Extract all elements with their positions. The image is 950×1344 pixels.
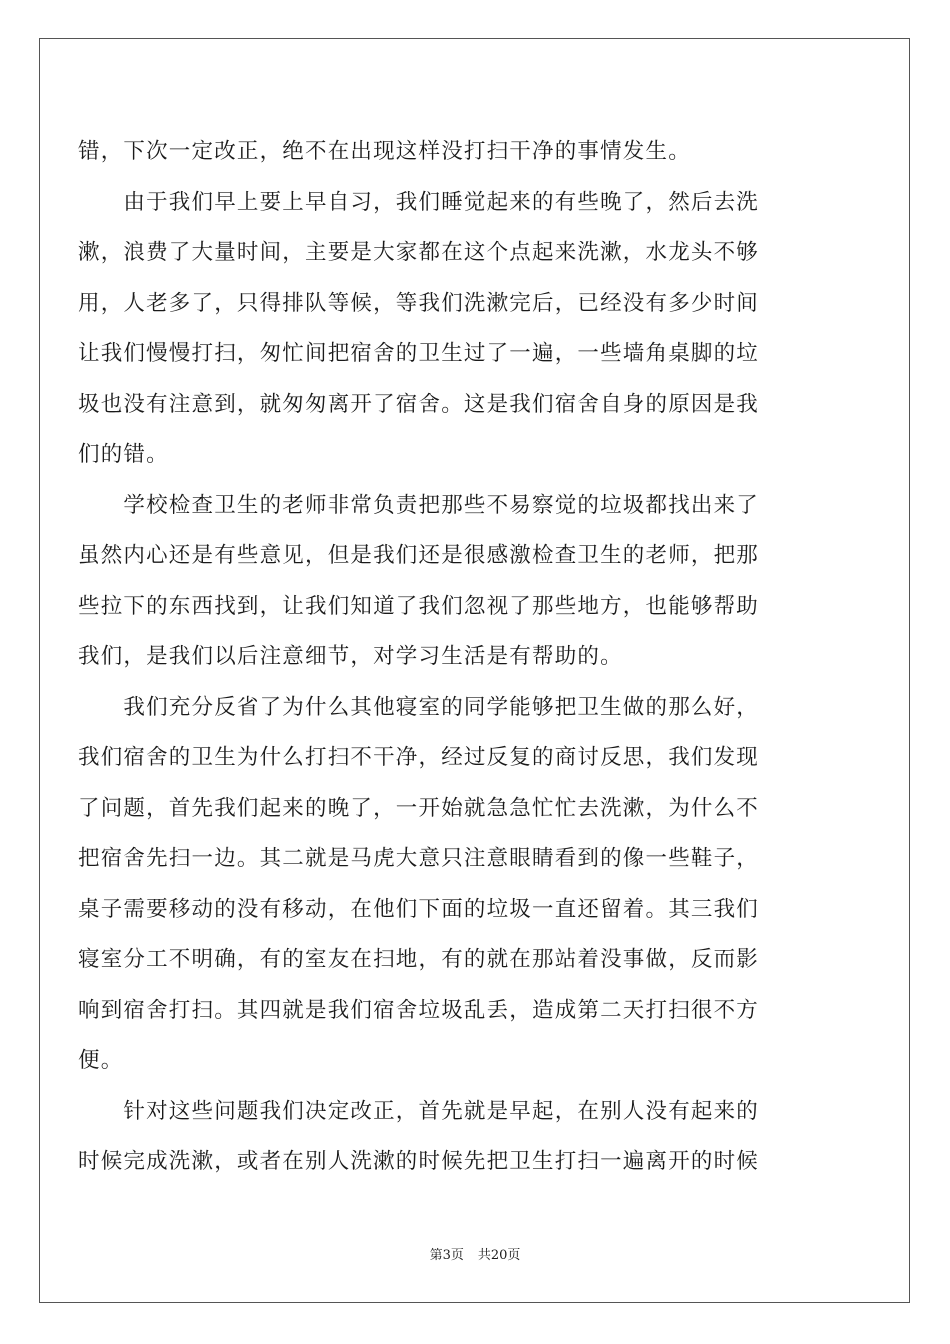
text-line: 时候完成洗漱，或者在别人洗漱的时候先把卫生打扫一遍离开的时候 <box>78 1149 760 1174</box>
text-line: 针对这些问题我们决定改正，首先就是早起，在别人没有起来的 <box>78 1098 760 1124</box>
text-line: 桌子需要移动的没有移动，在他们下面的垃圾一直还留着。其三我们 <box>78 896 760 922</box>
text-line: 漱，浪费了大量时间，主要是大家都在这个点起来洗漱，水龙头不够 <box>78 240 760 265</box>
text-line: 我们宿舍的卫生为什么打扫不干净，经过反复的商讨反思，我们发现 <box>78 745 760 770</box>
document-body <box>78 127 840 1188</box>
text-line: 虽然内心还是有些意见，但是我们还是很感激检查卫生的老师，把那 <box>78 543 760 568</box>
page-number: 第3页 <box>429 1248 464 1263</box>
text-line: 错，下次一定改正，绝不在出现这样没打扫干净的事情发生。 <box>78 139 691 164</box>
text-line: 让我们慢慢打扫，匆忙间把宿舍的卫生过了一遍，一些墙角桌脚的垃 <box>78 341 760 366</box>
text-line: 由于我们早上要上早自习，我们睡觉起来的有些晚了，然后去洗 <box>78 189 760 215</box>
text-line: 我们充分反省了为什么其他寝室的同学能够把卫生做的那么好， <box>78 694 760 720</box>
text-line: 我们，是我们以后注意细节，对学习生活是有帮助的。 <box>78 644 623 669</box>
text-line: 们的错。 <box>78 442 169 467</box>
text-line: 用，人老多了，只得排队等候，等我们洗漱完后，已经没有多少时间 <box>78 290 760 316</box>
text-line: 了问题，首先我们起来的晚了，一开始就急急忙忙去洗漱，为什么不 <box>78 795 760 821</box>
page-footer <box>0 1247 950 1265</box>
text-line: 把宿舍先扫一边。其二就是马虎大意只注意眼睛看到的像一些鞋子， <box>78 846 760 871</box>
text-line: 些拉下的东西找到，让我们知道了我们忽视了那些地方，也能够帮助 <box>78 593 760 619</box>
text-line: 响到宿舍打扫。其四就是我们宿舍垃圾乱丢，造成第二天打扫很不方 <box>78 997 760 1023</box>
text-line: 寝室分工不明确，有的室友在扫地，有的就在那站着没事做，反而影 <box>78 947 760 972</box>
text-line: 圾也没有注意到，就匆匆离开了宿舍。这是我们宿舍自身的原因是我 <box>78 391 760 417</box>
text-line: 便。 <box>78 1048 124 1073</box>
text-line: 学校检查卫生的老师非常负责把那些不易察觉的垃圾都找出来了 <box>78 492 760 518</box>
page-total: 共20页 <box>477 1248 521 1263</box>
